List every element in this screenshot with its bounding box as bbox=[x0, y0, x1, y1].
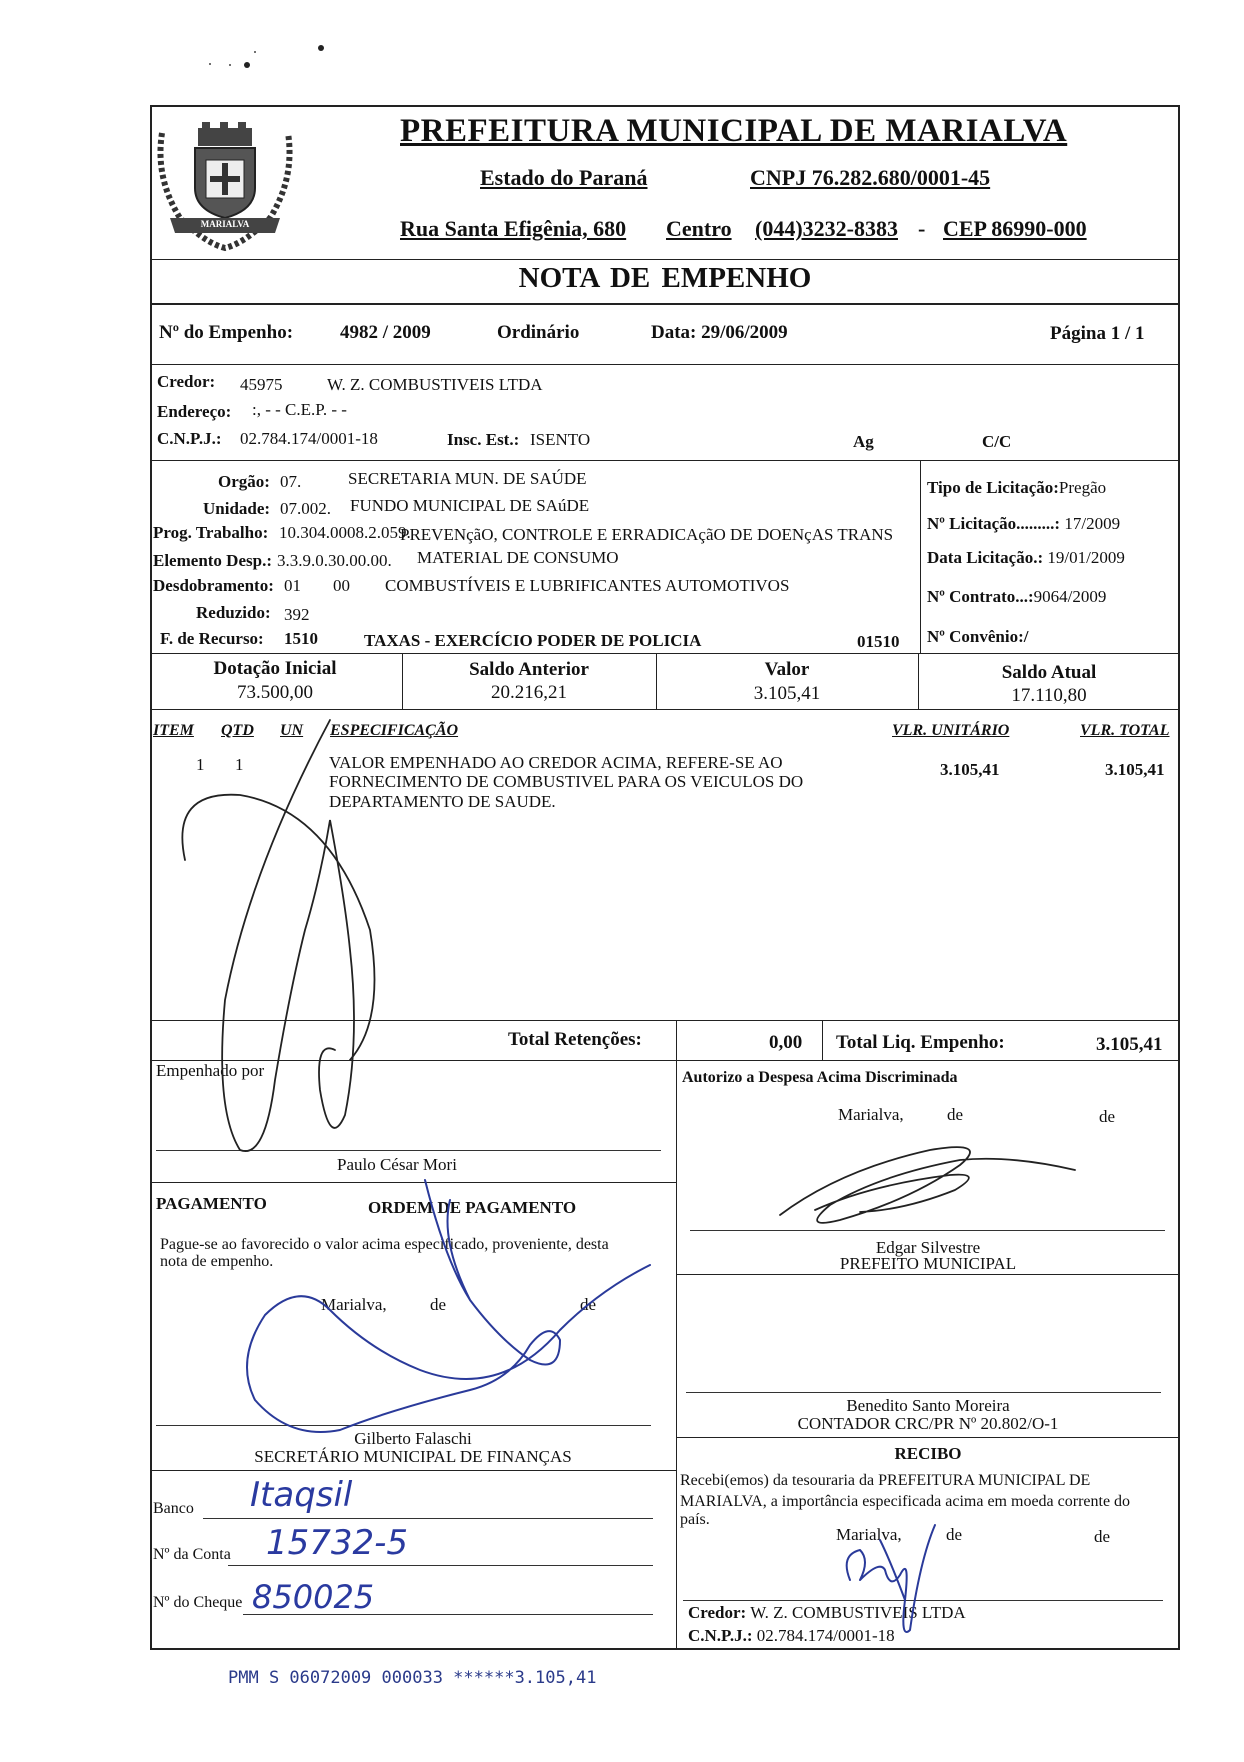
autorizo-role: PREFEITO MUNICIPAL bbox=[839, 1254, 1017, 1273]
recibo-city: Marialva, bbox=[836, 1525, 902, 1544]
recurso-label: F. de Recurso: bbox=[160, 629, 264, 648]
retencoes-value: 0,00 bbox=[769, 1032, 803, 1053]
recibo-cnpj-value: 02.784.174/0001-18 bbox=[756, 1626, 895, 1645]
autorizo-city: Marialva, bbox=[838, 1105, 904, 1124]
credor-label: Credor: bbox=[157, 372, 216, 391]
retencoes-label: Total Retenções: bbox=[508, 1029, 642, 1050]
doc-title: NOTA DE EMPENHO bbox=[518, 262, 812, 294]
saldo-atual-label: Saldo Atual bbox=[1001, 662, 1097, 683]
rule-budget-bottom bbox=[150, 653, 1180, 654]
saldo-anterior-value: 20.216,21 bbox=[491, 682, 567, 703]
col-item: ITEM bbox=[153, 722, 194, 739]
rule-totals-bottom bbox=[150, 1060, 1180, 1061]
empenho-number: 4982 / 2009 bbox=[340, 322, 431, 343]
autorizo-de1: de bbox=[947, 1105, 964, 1124]
elemento-label: Elemento Desp.: bbox=[153, 551, 272, 570]
prog-name: PREVENçãO, CONTROLE E ERRADICAçãO DE DOENçAS TRANS bbox=[400, 525, 894, 544]
recibo-cnpj bbox=[688, 1626, 895, 1646]
header-phone: (044)3232-8383 bbox=[755, 216, 898, 241]
empenho-label: Nº do Empenho: bbox=[159, 322, 294, 343]
desdob-label: Desdobramento: bbox=[153, 576, 274, 595]
recibo-text2: MARIALVA, a importância especificada acima em moeda corrente do bbox=[680, 1493, 1131, 1510]
recibo-credor-value: W. Z. COMBUSTIVEIS LTDA bbox=[750, 1603, 966, 1622]
rule-credor-bottom bbox=[150, 460, 1180, 461]
licitacao-contrato-label: Nº Contrato...: bbox=[927, 587, 1034, 606]
licitacao-contrato bbox=[927, 587, 1106, 607]
empenhado-sign-line bbox=[156, 1150, 661, 1151]
autorizo-name: Edgar Silvestre bbox=[875, 1238, 981, 1257]
col-vlr-total: VLR. TOTAL bbox=[1080, 722, 1170, 739]
rule-totals-2 bbox=[822, 1020, 823, 1060]
municipal-crest bbox=[150, 108, 300, 258]
header-district: Centro bbox=[666, 216, 732, 241]
ag-label: Ag bbox=[853, 432, 874, 451]
pagamento-label: PAGAMENTO bbox=[156, 1194, 267, 1213]
rule-contador-bottom bbox=[676, 1437, 1180, 1438]
contador-name: Benedito Santo Moreira bbox=[846, 1396, 1010, 1415]
empenho-date: Data: 29/06/2009 bbox=[651, 322, 788, 343]
banco-label: Banco bbox=[153, 1500, 194, 1517]
reduzido-value: 392 bbox=[284, 605, 310, 624]
row-spec-line2: FORNECIMENTO DE COMBUSTIVEL PARA OS VEICULOS DO bbox=[329, 772, 804, 791]
rule-header-bottom bbox=[150, 259, 1180, 260]
crest-icon bbox=[150, 108, 300, 258]
cnpj-value: 02.784.174/0001-18 bbox=[240, 429, 378, 448]
recurso-name: TAXAS - EXERCÍCIO PODER DE POLICIA bbox=[364, 631, 702, 650]
licitacao-tipo-value: Pregão bbox=[1058, 478, 1107, 497]
dotacao-label: Dotação Inicial bbox=[213, 658, 337, 679]
credor-code: 45975 bbox=[240, 375, 283, 394]
pagamento-name: Gilberto Falaschi bbox=[354, 1429, 472, 1448]
row-spec-line1: VALOR EMPENHADO AO CREDOR ACIMA, REFERE-SE AO bbox=[329, 753, 783, 772]
pagamento-text1: Pague-se ao favorecido o valor acima especificado, proveniente, desta bbox=[160, 1236, 609, 1253]
recibo-label: RECIBO bbox=[894, 1444, 962, 1463]
rule-budget-divider bbox=[920, 460, 921, 653]
licitacao-num-label: Nº Licitação.........: bbox=[927, 514, 1061, 533]
desdob-b: 00 bbox=[333, 576, 350, 595]
valor-value: 3.105,41 bbox=[753, 683, 821, 704]
credor-name: W. Z. COMBUSTIVEIS LTDA bbox=[327, 375, 543, 394]
col-un: UN bbox=[280, 722, 304, 739]
orgao-code: 07. bbox=[280, 472, 302, 491]
recurso-code2: 01510 bbox=[857, 632, 900, 651]
endereco-value: :, - - C.E.P. - - bbox=[252, 400, 347, 419]
licitacao-data bbox=[927, 548, 1125, 568]
conta-value: 15732-5 bbox=[266, 1523, 409, 1563]
recibo-credor bbox=[688, 1603, 966, 1623]
recibo-text3: país. bbox=[680, 1511, 710, 1528]
autorizo-de2: de bbox=[1099, 1107, 1116, 1126]
elemento-name: MATERIAL DE CONSUMO bbox=[417, 548, 619, 567]
rule-empenho-bottom bbox=[150, 364, 1180, 365]
pagamento-de2: de bbox=[580, 1295, 597, 1314]
ordem-pagamento-label: ORDEM DE PAGAMENTO bbox=[368, 1198, 577, 1217]
recibo-text1: Recebi(emos) da tesouraria da PREFEITURA MUNICIPAL DE bbox=[680, 1472, 1091, 1489]
unidade-name: FUNDO MUNICIPAL DE SAúDE bbox=[350, 496, 590, 515]
speck-marks bbox=[175, 40, 335, 70]
recibo-sign-line bbox=[683, 1600, 1163, 1601]
banco-value: Itaqsil bbox=[250, 1475, 353, 1515]
licitacao-tipo-label: Tipo de Licitação: bbox=[927, 478, 1059, 497]
row-qtd: 1 bbox=[235, 755, 244, 774]
prog-label: Prog. Trabalho: bbox=[153, 523, 269, 542]
pagamento-sign-line bbox=[156, 1425, 651, 1426]
rule-balances-bottom bbox=[150, 709, 1180, 710]
header-address: Rua Santa Efigênia, 680 bbox=[400, 216, 627, 241]
orgao-label: Orgão: bbox=[218, 472, 270, 491]
row-vlr-total: 3.105,41 bbox=[1105, 760, 1165, 779]
conta-line bbox=[228, 1565, 653, 1566]
crest-banner-text: MARIALVA bbox=[200, 219, 250, 229]
dotacao-value: 73.500,00 bbox=[237, 682, 313, 703]
liq-label: Total Liq. Empenho: bbox=[836, 1032, 1005, 1053]
reduzido-label: Reduzido: bbox=[196, 603, 271, 622]
licitacao-data-value: 19/01/2009 bbox=[1047, 548, 1125, 567]
col-espec: ESPECIFICAÇÃO bbox=[330, 722, 459, 739]
pagamento-text2: nota de empenho. bbox=[160, 1253, 274, 1270]
header-dash: - bbox=[918, 216, 926, 241]
col-qtd: QTD bbox=[221, 722, 254, 739]
endereco-label: Endereço: bbox=[157, 402, 232, 421]
recurso-code: 1510 bbox=[284, 629, 318, 648]
cc-label: C/C bbox=[982, 432, 1012, 451]
empenho-page: Página 1 / 1 bbox=[1050, 323, 1145, 344]
licitacao-tipo bbox=[927, 478, 1106, 498]
rule-totals-top bbox=[150, 1020, 1180, 1021]
unidade-code: 07.002. bbox=[280, 499, 331, 518]
recibo-cnpj-label: C.N.P.J.: bbox=[688, 1626, 753, 1645]
rule-title-bottom bbox=[150, 303, 1180, 305]
rule-autorizo-bottom bbox=[676, 1274, 1180, 1275]
pagamento-de1: de bbox=[430, 1295, 447, 1314]
rule-pagamento-bottom bbox=[150, 1470, 676, 1471]
elemento-code: 3.3.9.0.30.00.00. bbox=[277, 551, 392, 570]
scan-specks bbox=[175, 40, 335, 70]
licitacao-convenio: Nº Convênio:/ bbox=[927, 627, 1029, 646]
rule-totals-1 bbox=[676, 1020, 677, 1060]
licitacao-num bbox=[927, 514, 1120, 534]
unidade-label: Unidade: bbox=[203, 499, 271, 518]
licitacao-data-label: Data Licitação.: bbox=[927, 548, 1044, 567]
recibo-de2: de bbox=[1094, 1527, 1111, 1546]
valor-label: Valor bbox=[764, 659, 810, 680]
contador-role: CONTADOR CRC/PR Nº 20.802/O-1 bbox=[797, 1414, 1059, 1433]
page-title: PREFEITURA MUNICIPAL DE MARIALVA bbox=[400, 113, 1068, 149]
insc-value: ISENTO bbox=[530, 430, 591, 449]
rule-lower-divider bbox=[676, 1060, 677, 1650]
payment-stamp: PMM S 06072009 000033 ******3.105,41 bbox=[228, 1668, 597, 1688]
recibo-de1: de bbox=[946, 1525, 963, 1544]
pagamento-role: SECRETÁRIO MUNICIPAL DE FINANÇAS bbox=[254, 1447, 572, 1466]
header-state: Estado do Paraná bbox=[480, 165, 648, 190]
cheque-value: 850025 bbox=[252, 1578, 375, 1616]
saldo-atual-value: 17.110,80 bbox=[1011, 685, 1087, 706]
insc-label: Insc. Est.: bbox=[447, 430, 520, 449]
licitacao-contrato-value: 9064/2009 bbox=[1033, 587, 1107, 606]
desdob-name: COMBUSTÍVEIS E LUBRIFICANTES AUTOMOTIVOS bbox=[385, 576, 790, 595]
prog-code: 10.304.0008.2.059. bbox=[279, 523, 411, 542]
row-vlr-unit: 3.105,41 bbox=[940, 760, 1000, 779]
saldo-anterior-label: Saldo Anterior bbox=[469, 659, 589, 680]
licitacao-num-value: 17/2009 bbox=[1064, 514, 1121, 533]
header-cep: CEP 86990-000 bbox=[943, 216, 1087, 241]
header-cnpj: CNPJ 76.282.680/0001-45 bbox=[750, 165, 991, 190]
autorizo-sign-line bbox=[690, 1230, 1165, 1231]
recibo-credor-label: Credor: bbox=[688, 1603, 747, 1622]
conta-label: Nº da Conta bbox=[153, 1546, 231, 1563]
desdob-a: 01 bbox=[284, 576, 301, 595]
cnpj-label: C.N.P.J.: bbox=[157, 429, 222, 448]
row-spec-line3: DEPARTAMENTO DE SAUDE. bbox=[329, 792, 556, 811]
rule-empenhado-bottom bbox=[150, 1182, 676, 1183]
cheque-label: Nº do Cheque bbox=[153, 1594, 243, 1611]
empenhado-name: Paulo César Mori bbox=[337, 1155, 457, 1174]
autorizo-label: Autorizo a Despesa Acima Discriminada bbox=[682, 1069, 958, 1086]
orgao-name: SECRETARIA MUN. DE SAÚDE bbox=[348, 469, 587, 488]
liq-value: 3.105,41 bbox=[1096, 1034, 1163, 1055]
col-vlr-unit: VLR. UNITÁRIO bbox=[892, 722, 1010, 739]
empenhado-label: Empenhado por bbox=[156, 1061, 265, 1080]
pagamento-city: Marialva, bbox=[321, 1295, 387, 1314]
row-item: 1 bbox=[196, 755, 205, 774]
banco-line bbox=[203, 1518, 653, 1519]
contador-sign-line bbox=[686, 1392, 1161, 1393]
empenho-type: Ordinário bbox=[497, 322, 580, 343]
